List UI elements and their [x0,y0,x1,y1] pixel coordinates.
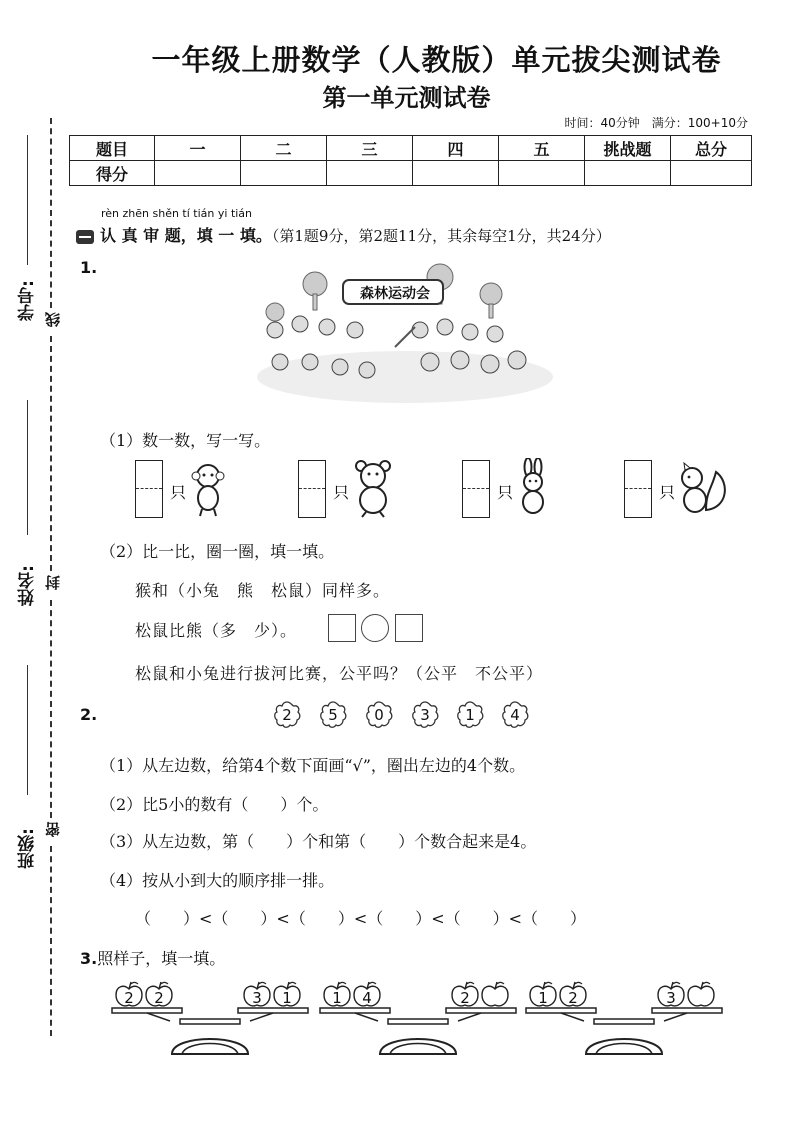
score-header-cell: 四 [413,136,499,161]
flower-number: 3 [420,706,430,724]
section-pinyin: rèn zhēn shěn tí tián yi tián [101,207,253,220]
number-flower [410,700,440,730]
binding-char-seal: 封 [44,575,62,590]
page-title: 一年级上册数学（人教版）单元拔尖测试卷 [151,43,722,77]
q1-line-compare: 松鼠比熊（多 少）。 [135,621,298,640]
apple-number: 2 [568,989,578,1007]
apple-icon [450,981,480,1009]
apple-number: 1 [282,989,292,1007]
unit-label: 只 [170,483,187,502]
q2-part4: （4）按从小到大的顺序排一排。 [100,871,335,890]
flower-number: 2 [282,706,292,724]
count-box-bear[interactable] [298,460,326,518]
rabbit-icon [515,458,551,520]
flower-number: 0 [374,706,384,724]
q1-line-fair: 松鼠和小兔进行拔河比赛，公平吗？（公平 不公平） [135,664,544,683]
apple-icon [558,981,588,1009]
unit-label: 只 [659,483,676,502]
count-box-rabbit[interactable] [462,460,490,518]
apple-icon [144,981,174,1009]
class-write-line [27,665,28,795]
score-header-cell: 二 [241,136,327,161]
flower-number: 5 [328,706,338,724]
binding-dash-line [50,600,52,818]
answer-square[interactable] [328,614,356,642]
question-number: 3. [80,949,98,968]
section-header [76,223,611,246]
count-box-monkey[interactable] [135,460,163,518]
score-input-cell[interactable] [327,161,413,186]
q2-part3: （3）从左边数，第（ ）个和第（ ）个数合起来是4。 [100,832,537,851]
apple-icon[interactable] [480,981,510,1009]
unit-label: 只 [497,483,514,502]
binding-dash-line [50,336,52,571]
class-label: 班级: [18,828,38,869]
apple-icon [656,981,686,1009]
score-input-cell[interactable] [413,161,499,186]
apple-icon [242,981,272,1009]
forest-banner: 森林运动会 [360,286,430,302]
binding-dash-line [50,846,52,1036]
score-header-cell: 五 [499,136,585,161]
score-table-score-row [70,161,752,186]
binding-char-line: 线 [44,312,62,327]
q1-part1: （1）数一数，写一写。 [100,431,271,450]
question-number: 1. [80,258,98,277]
apple-number: 1 [538,989,548,1007]
score-header-cell: 挑战题 [585,136,671,161]
flower-number: 1 [465,706,475,724]
score-input-cell[interactable] [155,161,241,186]
section-note: （第1题9分，第2题11分，其余每空1分，共24分） [271,227,611,245]
section-number-badge [76,230,94,244]
score-row-label: 得分 [70,161,155,186]
score-input-cell[interactable] [499,161,585,186]
apple-number: 3 [666,989,676,1007]
q2-part2: （2）比5小的数有（ ）个。 [100,795,329,814]
apple-number: 2 [154,989,164,1007]
apple-icon [352,981,382,1009]
q3-heading [80,946,225,969]
apple-number: 4 [362,989,372,1007]
number-flower [500,700,530,730]
q1-line-same: 猴和（小兔 熊 松鼠）同样多。 [135,581,391,600]
score-input-cell[interactable] [671,161,752,186]
unit-label: 只 [333,483,350,502]
number-flower [455,700,485,730]
question-number: 2. [80,705,98,724]
score-table-header-row [70,136,752,161]
section-title: 认 真 审 题，填 一 填。 [100,226,272,245]
apple-number: 2 [460,989,470,1007]
apple-icon[interactable] [686,981,716,1009]
answer-square[interactable] [395,614,423,642]
apple-icon [272,981,302,1009]
score-header-cell: 总分 [671,136,752,161]
monkey-icon [188,462,228,521]
binding-char-close: 密 [44,822,62,837]
score-header-cell: 题目 [70,136,155,161]
score-table [69,135,752,186]
score-input-cell[interactable] [585,161,671,186]
name-write-line [27,400,28,535]
binding-dash-line [50,118,52,308]
apple-icon [528,981,558,1009]
number-flower [318,700,348,730]
q2-order-blanks[interactable]: （ ）<（ ）<（ ）<（ ）<（ ）<（ ） [135,909,587,928]
score-input-cell[interactable] [241,161,327,186]
q3-title: 照样子，填一填。 [97,949,226,968]
score-header-cell: 一 [155,136,241,161]
q2-part1: （1）从左边数，给第4个数下面画“√”，圈出左边的4个数。 [100,756,526,775]
apple-number: 2 [124,989,134,1007]
id-write-line [27,135,28,265]
balance-scale [110,976,320,1056]
apple-icon [322,981,352,1009]
count-box-squirrel[interactable] [624,460,652,518]
name-label: 姓名: [18,565,38,606]
id-label: 学号: [18,280,38,321]
flower-number: 4 [510,706,520,724]
score-header-cell: 三 [327,136,413,161]
bear-icon [352,460,394,522]
number-flower [364,700,394,730]
apple-icon [114,981,144,1009]
page-subtitle: 第一单元测试卷 [322,83,491,112]
balance-scale [524,976,734,1056]
apple-number: 1 [332,989,342,1007]
squirrel-icon [676,462,728,520]
number-flower [272,700,302,730]
apple-number: 3 [252,989,262,1007]
forest-sports-illustration [255,262,555,405]
answer-circle[interactable] [361,614,389,642]
exam-meta: 时间：40分钟 满分：100+10分 [564,116,748,130]
q1-part2: （2）比一比，圈一圈，填一填。 [100,542,335,561]
balance-scale [318,976,528,1056]
